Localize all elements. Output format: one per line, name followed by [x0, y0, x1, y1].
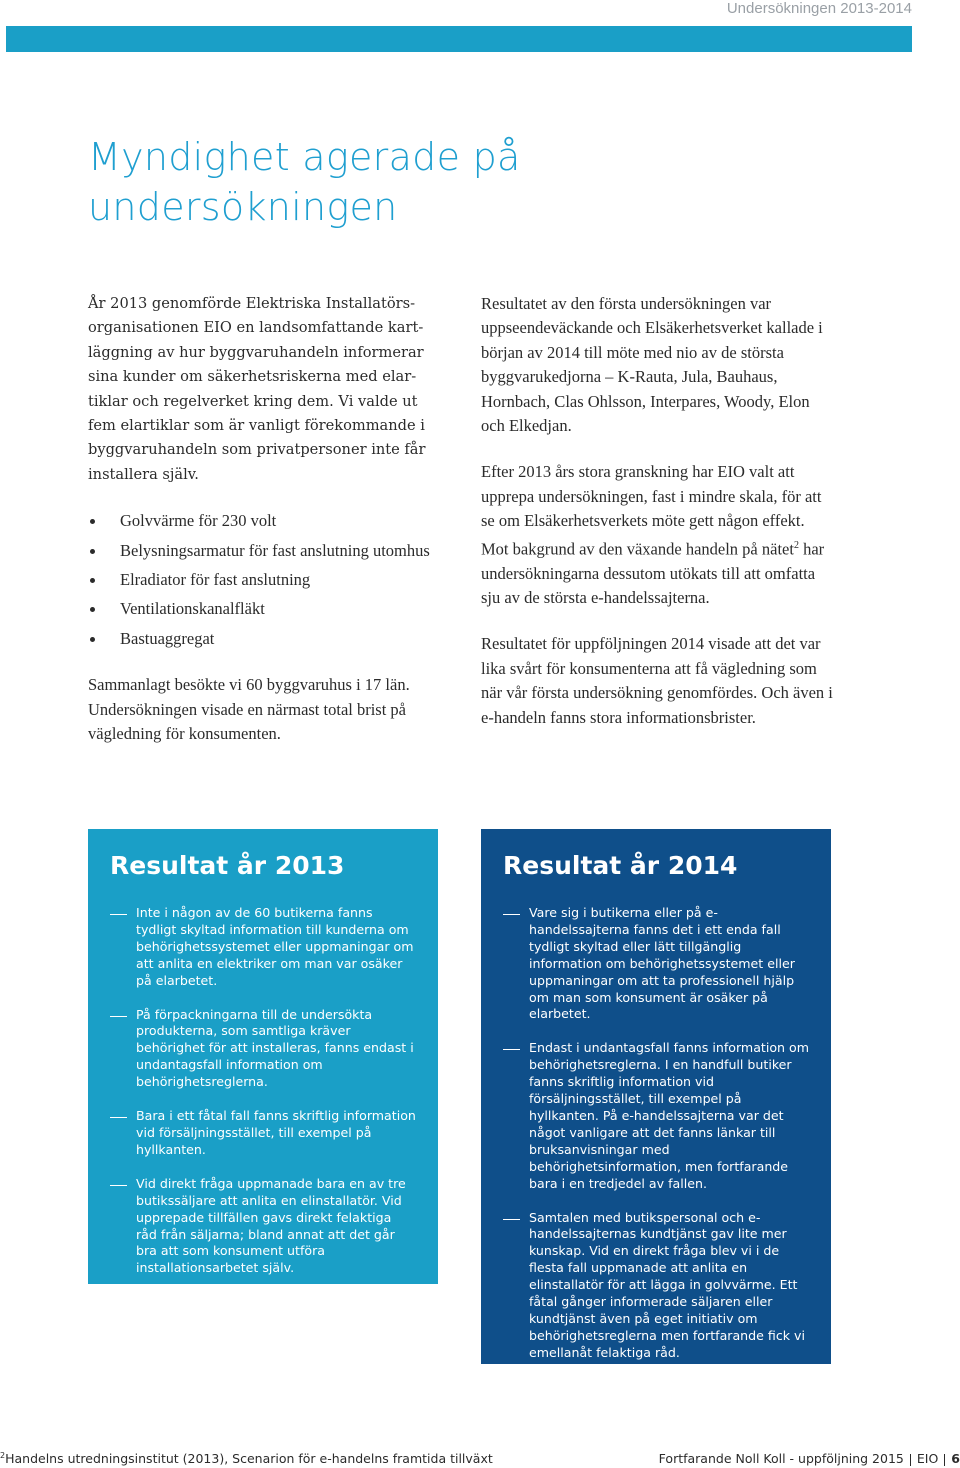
list-item: Belysningsarmatur för fast anslutning utomhus [88, 539, 438, 563]
dash-icon [503, 1049, 520, 1050]
dash-icon [503, 1219, 520, 1220]
list-item: Samtalen med butikspersonal och e-handelssajternas kundtjänst gav lite mer kunskap. Vid en direkt fråga blev vi i de flesta fall uppmanade att anlita en elinstallatör för att lägga in golvvärme. Ett fåtal gånger informerade säljaren eller kundtjänst även på eget initiativ om behörighetsreglerna men fortfarande fick vi emellanåt felaktiga råd. [503, 1210, 809, 1362]
intro-paragraph: År 2013 genomförde Elektriska Installatörsorganisationen EIO en landsomfattande kartläggning av hur byggvaruhandeln informerar sina kunder om säkerhetsriskerna med elartiklar och regelverket kring dem. Vi valde ut fem elartiklar som är vanligt förekommande i byggvaruhandeln som privatpersoner inte får installera själv. [88, 295, 426, 483]
list-item: Endast i undantagsfall fanns information om behörighetsreglerna. I en handfull butiker fanns skriftlig information vid försäljningsstället, till exempel på hyllkanten. På e-handelssajterna var det något vanligare att det fanns länkar till bruksanvisningar med behörighetsinformation, men fortfarande bara i en tredjedel av fallen. [503, 1040, 809, 1192]
page-footer [0, 1451, 960, 1468]
list-item: Ventilationskanalfläkt [88, 597, 438, 621]
list-item: På förpackningarna till de undersökta produkterna, som samtliga kräver behörighet för att installeras, fanns endast i undantagsfall information om behörighetsreglerna. [110, 1007, 416, 1092]
box-title-2014: Resultat år 2014 [503, 851, 738, 880]
footnote: $^2$Handelns utredningsinstitut (2013), Scenarion för e-handelns framtida tillväxt [0, 1451, 493, 1466]
footnote-ref: 2 [793, 539, 799, 551]
dash-icon [110, 1117, 127, 1118]
list-item: Inte i någon av de 60 butikerna fanns tydligt skyltad information till kunderna om behörighetssystemet eller uppmaningar om att anlita en elektriker om man var osäker på elarbetet. [110, 905, 416, 990]
separator [944, 1454, 945, 1466]
product-list [88, 509, 438, 651]
bullet-icon [90, 607, 95, 612]
separator [910, 1454, 911, 1466]
dash-icon [503, 914, 520, 915]
paragraph-first-result: Resultatet av den första undersökningen var uppseendeväckande och Elsäkerhetsverket kallade i början av 2014 till möte med nio av de största byggvarukedjorna – K-Rauta, Jula, Bauhaus, Hornbach, Clas Ohlsson, Interpares, Woody, Elon och Elkedjan. [481, 294, 823, 436]
paragraph-followup: Efter 2013 års stora granskning har EIO valt att upprepa undersökningen, fast i mindre skala, för att se om Elsäkerhetsverkets möte gett någon effekt. Mot bakgrund av den växande handeln på nätet$^2$ har undersökningarna dessutom utökats till att omfatta sju av de största e-handelssajterna. [481, 462, 825, 607]
result-box-2013 [88, 829, 438, 1284]
bullet-icon [90, 578, 95, 583]
running-header: Undersökningen 2013-2014 [726, 0, 912, 17]
dash-icon [110, 914, 127, 915]
list-item: Vare sig i butikerna eller på e-handelssajterna fanns det i ett enda fall tydligt skyltad eller lätt tillgänglig information om behörighetssystemet eller uppmaningar om att ta professionell hjälp om man som konsument är osäker på elarbetet. [503, 905, 809, 1023]
page-title: Myndighet agerade på undersökningen [88, 135, 521, 229]
left-column [88, 292, 438, 769]
dash-icon [110, 1185, 127, 1186]
page-number: 6 [951, 1451, 960, 1466]
bullet-icon [90, 519, 95, 524]
list-item: Golvvärme för 230 volt [88, 509, 438, 533]
summary-paragraph: Sammanlagt besökte vi 60 byggvaruhus i 17 län. Undersökningen visade en närmast total brist på vägledning för konsumenten. [88, 675, 410, 744]
right-column [481, 292, 836, 752]
footer-doc-info: Fortfarande Noll Koll - uppföljning 2015 EIO 6 [658, 1451, 960, 1466]
box-title-2013: Resultat år 2013 [110, 851, 345, 880]
paragraph-result-2014: Resultatet för uppföljningen 2014 visade att det var lika svårt för konsumenterna att få vägledning som när vår första undersökning genomfördes. Och även i e-handeln fanns stora informationsbrister. [481, 634, 833, 727]
header-accent-bar [6, 26, 912, 52]
bullet-icon [90, 637, 95, 642]
list-item: Vid direkt fråga uppmanade bara en av tre butikssäljare att anlita en elinstallatör. Vid upprepade tillfällen gavs direkt felaktiga råd från säljarna; bland annat att det går bra att som konsument utföra installationsarbetet själv. [110, 1176, 416, 1277]
result-box-2014 [481, 829, 831, 1364]
list-item: Bastuaggregat [88, 627, 438, 651]
bullet-icon [90, 549, 95, 554]
list-item: Bara i ett fåtal fall fanns skriftlig information vid försäljningsstället, till exempel på hyllkanten. [110, 1108, 416, 1159]
dash-icon [110, 1016, 127, 1017]
list-item: Elradiator för fast anslutning [88, 568, 438, 592]
